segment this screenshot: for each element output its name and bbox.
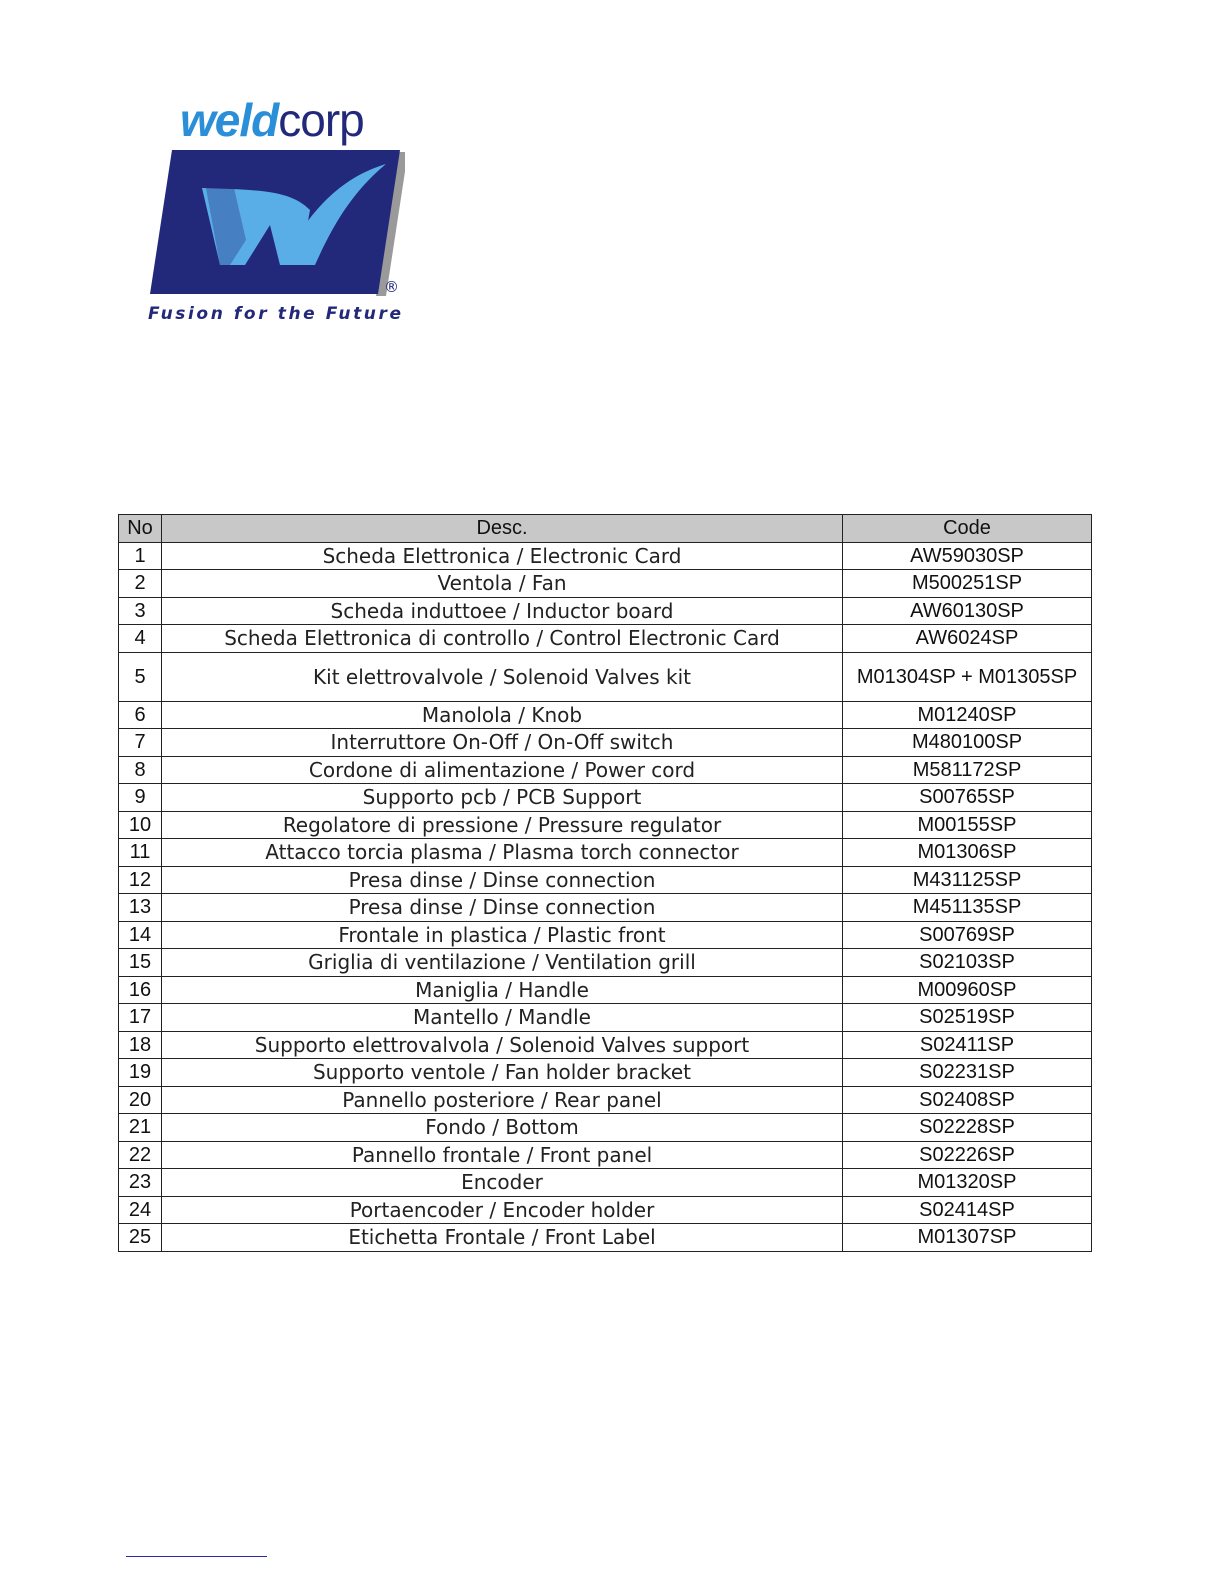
- table-row: [119, 839, 1092, 867]
- table-row: [119, 597, 1092, 625]
- row-code: S02103SP: [843, 949, 1092, 977]
- row-code: S02226SP: [843, 1141, 1092, 1169]
- registered-mark: ®: [384, 278, 399, 296]
- table-row: [119, 729, 1092, 757]
- row-desc: Mantello / Mandle: [162, 1004, 843, 1032]
- row-no: 11: [119, 839, 162, 867]
- logo-word-weld: weld: [180, 94, 279, 146]
- row-desc: Kit elettrovalvole / Solenoid Valves kit: [162, 652, 843, 701]
- row-no: 17: [119, 1004, 162, 1032]
- column-header-code: Code: [843, 515, 1092, 543]
- row-code: AW59030SP: [843, 542, 1092, 570]
- row-code: M451135SP: [843, 894, 1092, 922]
- row-code: M01306SP: [843, 839, 1092, 867]
- row-no: 25: [119, 1224, 162, 1252]
- row-desc: Ventola / Fan: [162, 570, 843, 598]
- row-desc: Portaencoder / Encoder holder: [162, 1196, 843, 1224]
- column-header-no: No: [119, 515, 162, 543]
- weldcorp-w-emblem-icon: [150, 150, 405, 300]
- row-no: 6: [119, 701, 162, 729]
- row-desc: Manolola / Knob: [162, 701, 843, 729]
- table-row: [119, 1224, 1092, 1252]
- row-code: S00769SP: [843, 921, 1092, 949]
- table-row: [119, 949, 1092, 977]
- row-no: 20: [119, 1086, 162, 1114]
- table-row: [119, 542, 1092, 570]
- row-no: 23: [119, 1169, 162, 1197]
- row-code: M480100SP: [843, 729, 1092, 757]
- row-desc: Attacco torcia plasma / Plasma torch connector: [162, 839, 843, 867]
- weldcorp-logo: [140, 92, 430, 332]
- table-row: [119, 652, 1092, 701]
- logo-word-corp: corp: [278, 94, 364, 146]
- row-no: 9: [119, 784, 162, 812]
- row-code: S02519SP: [843, 1004, 1092, 1032]
- table-row: [119, 1059, 1092, 1087]
- row-desc: Supporto elettrovalvola / Solenoid Valves support: [162, 1031, 843, 1059]
- row-code: M01240SP: [843, 701, 1092, 729]
- table-row: [119, 976, 1092, 1004]
- row-desc: Griglia di ventilazione / Ventilation grill: [162, 949, 843, 977]
- row-desc: Pannello frontale / Front panel: [162, 1141, 843, 1169]
- table-row: [119, 921, 1092, 949]
- row-no: 4: [119, 625, 162, 653]
- footer-divider: [126, 1556, 267, 1557]
- row-code: AW60130SP: [843, 597, 1092, 625]
- row-code: M01307SP: [843, 1224, 1092, 1252]
- row-code: S02414SP: [843, 1196, 1092, 1224]
- table-row: [119, 866, 1092, 894]
- table-row: [119, 570, 1092, 598]
- row-no: 14: [119, 921, 162, 949]
- column-header-desc: Desc.: [162, 515, 843, 543]
- row-desc: Cordone di alimentazione / Power cord: [162, 756, 843, 784]
- row-desc: Maniglia / Handle: [162, 976, 843, 1004]
- table-row: [119, 1169, 1092, 1197]
- table-row: [119, 811, 1092, 839]
- row-code: M00960SP: [843, 976, 1092, 1004]
- table-row: [119, 1086, 1092, 1114]
- row-desc: Etichetta Frontale / Front Label: [162, 1224, 843, 1252]
- row-code: S02228SP: [843, 1114, 1092, 1142]
- row-no: 13: [119, 894, 162, 922]
- row-no: 1: [119, 542, 162, 570]
- row-code: S00765SP: [843, 784, 1092, 812]
- row-no: 18: [119, 1031, 162, 1059]
- row-no: 8: [119, 756, 162, 784]
- row-no: 21: [119, 1114, 162, 1142]
- row-no: 24: [119, 1196, 162, 1224]
- row-no: 16: [119, 976, 162, 1004]
- row-code: M431125SP: [843, 866, 1092, 894]
- row-desc: Pannello posteriore / Rear panel: [162, 1086, 843, 1114]
- row-no: 2: [119, 570, 162, 598]
- row-code: S02408SP: [843, 1086, 1092, 1114]
- table-row: [119, 756, 1092, 784]
- row-code: M00155SP: [843, 811, 1092, 839]
- logo-wordmark: [180, 92, 364, 148]
- table-row: [119, 784, 1092, 812]
- table-row: [119, 1004, 1092, 1032]
- row-code: S02411SP: [843, 1031, 1092, 1059]
- table-row: [119, 1196, 1092, 1224]
- row-no: 12: [119, 866, 162, 894]
- table-row: [119, 1141, 1092, 1169]
- row-code: M581172SP: [843, 756, 1092, 784]
- row-desc: Supporto ventole / Fan holder bracket: [162, 1059, 843, 1087]
- row-code: M01320SP: [843, 1169, 1092, 1197]
- row-desc: Interruttore On-Off / On-Off switch: [162, 729, 843, 757]
- row-desc: Regolatore di pressione / Pressure regulator: [162, 811, 843, 839]
- row-desc: Scheda Elettronica / Electronic Card: [162, 542, 843, 570]
- row-desc: Scheda Elettronica di controllo / Control Electronic Card: [162, 625, 843, 653]
- table-row: [119, 701, 1092, 729]
- row-code: AW6024SP: [843, 625, 1092, 653]
- row-desc: Scheda induttoee / Inductor board: [162, 597, 843, 625]
- parts-table: [118, 514, 1092, 1252]
- row-desc: Presa dinse / Dinse connection: [162, 866, 843, 894]
- table-row: [119, 894, 1092, 922]
- table-row: [119, 1114, 1092, 1142]
- row-desc: Frontale in plastica / Plastic front: [162, 921, 843, 949]
- row-code: S02231SP: [843, 1059, 1092, 1087]
- row-no: 15: [119, 949, 162, 977]
- row-no: 19: [119, 1059, 162, 1087]
- row-desc: Fondo / Bottom: [162, 1114, 843, 1142]
- row-code: M01304SP + M01305SP: [843, 652, 1092, 701]
- table-row: [119, 1031, 1092, 1059]
- table-header-row: [119, 515, 1092, 543]
- row-no: 3: [119, 597, 162, 625]
- row-no: 5: [119, 652, 162, 701]
- row-no: 7: [119, 729, 162, 757]
- row-no: 10: [119, 811, 162, 839]
- logo-tagline: Fusion for the Future: [148, 304, 404, 324]
- row-desc: Encoder: [162, 1169, 843, 1197]
- parts-table-body: [119, 542, 1092, 1251]
- table-row: [119, 625, 1092, 653]
- row-no: 22: [119, 1141, 162, 1169]
- row-desc: Presa dinse / Dinse connection: [162, 894, 843, 922]
- row-code: M500251SP: [843, 570, 1092, 598]
- row-desc: Supporto pcb / PCB Support: [162, 784, 843, 812]
